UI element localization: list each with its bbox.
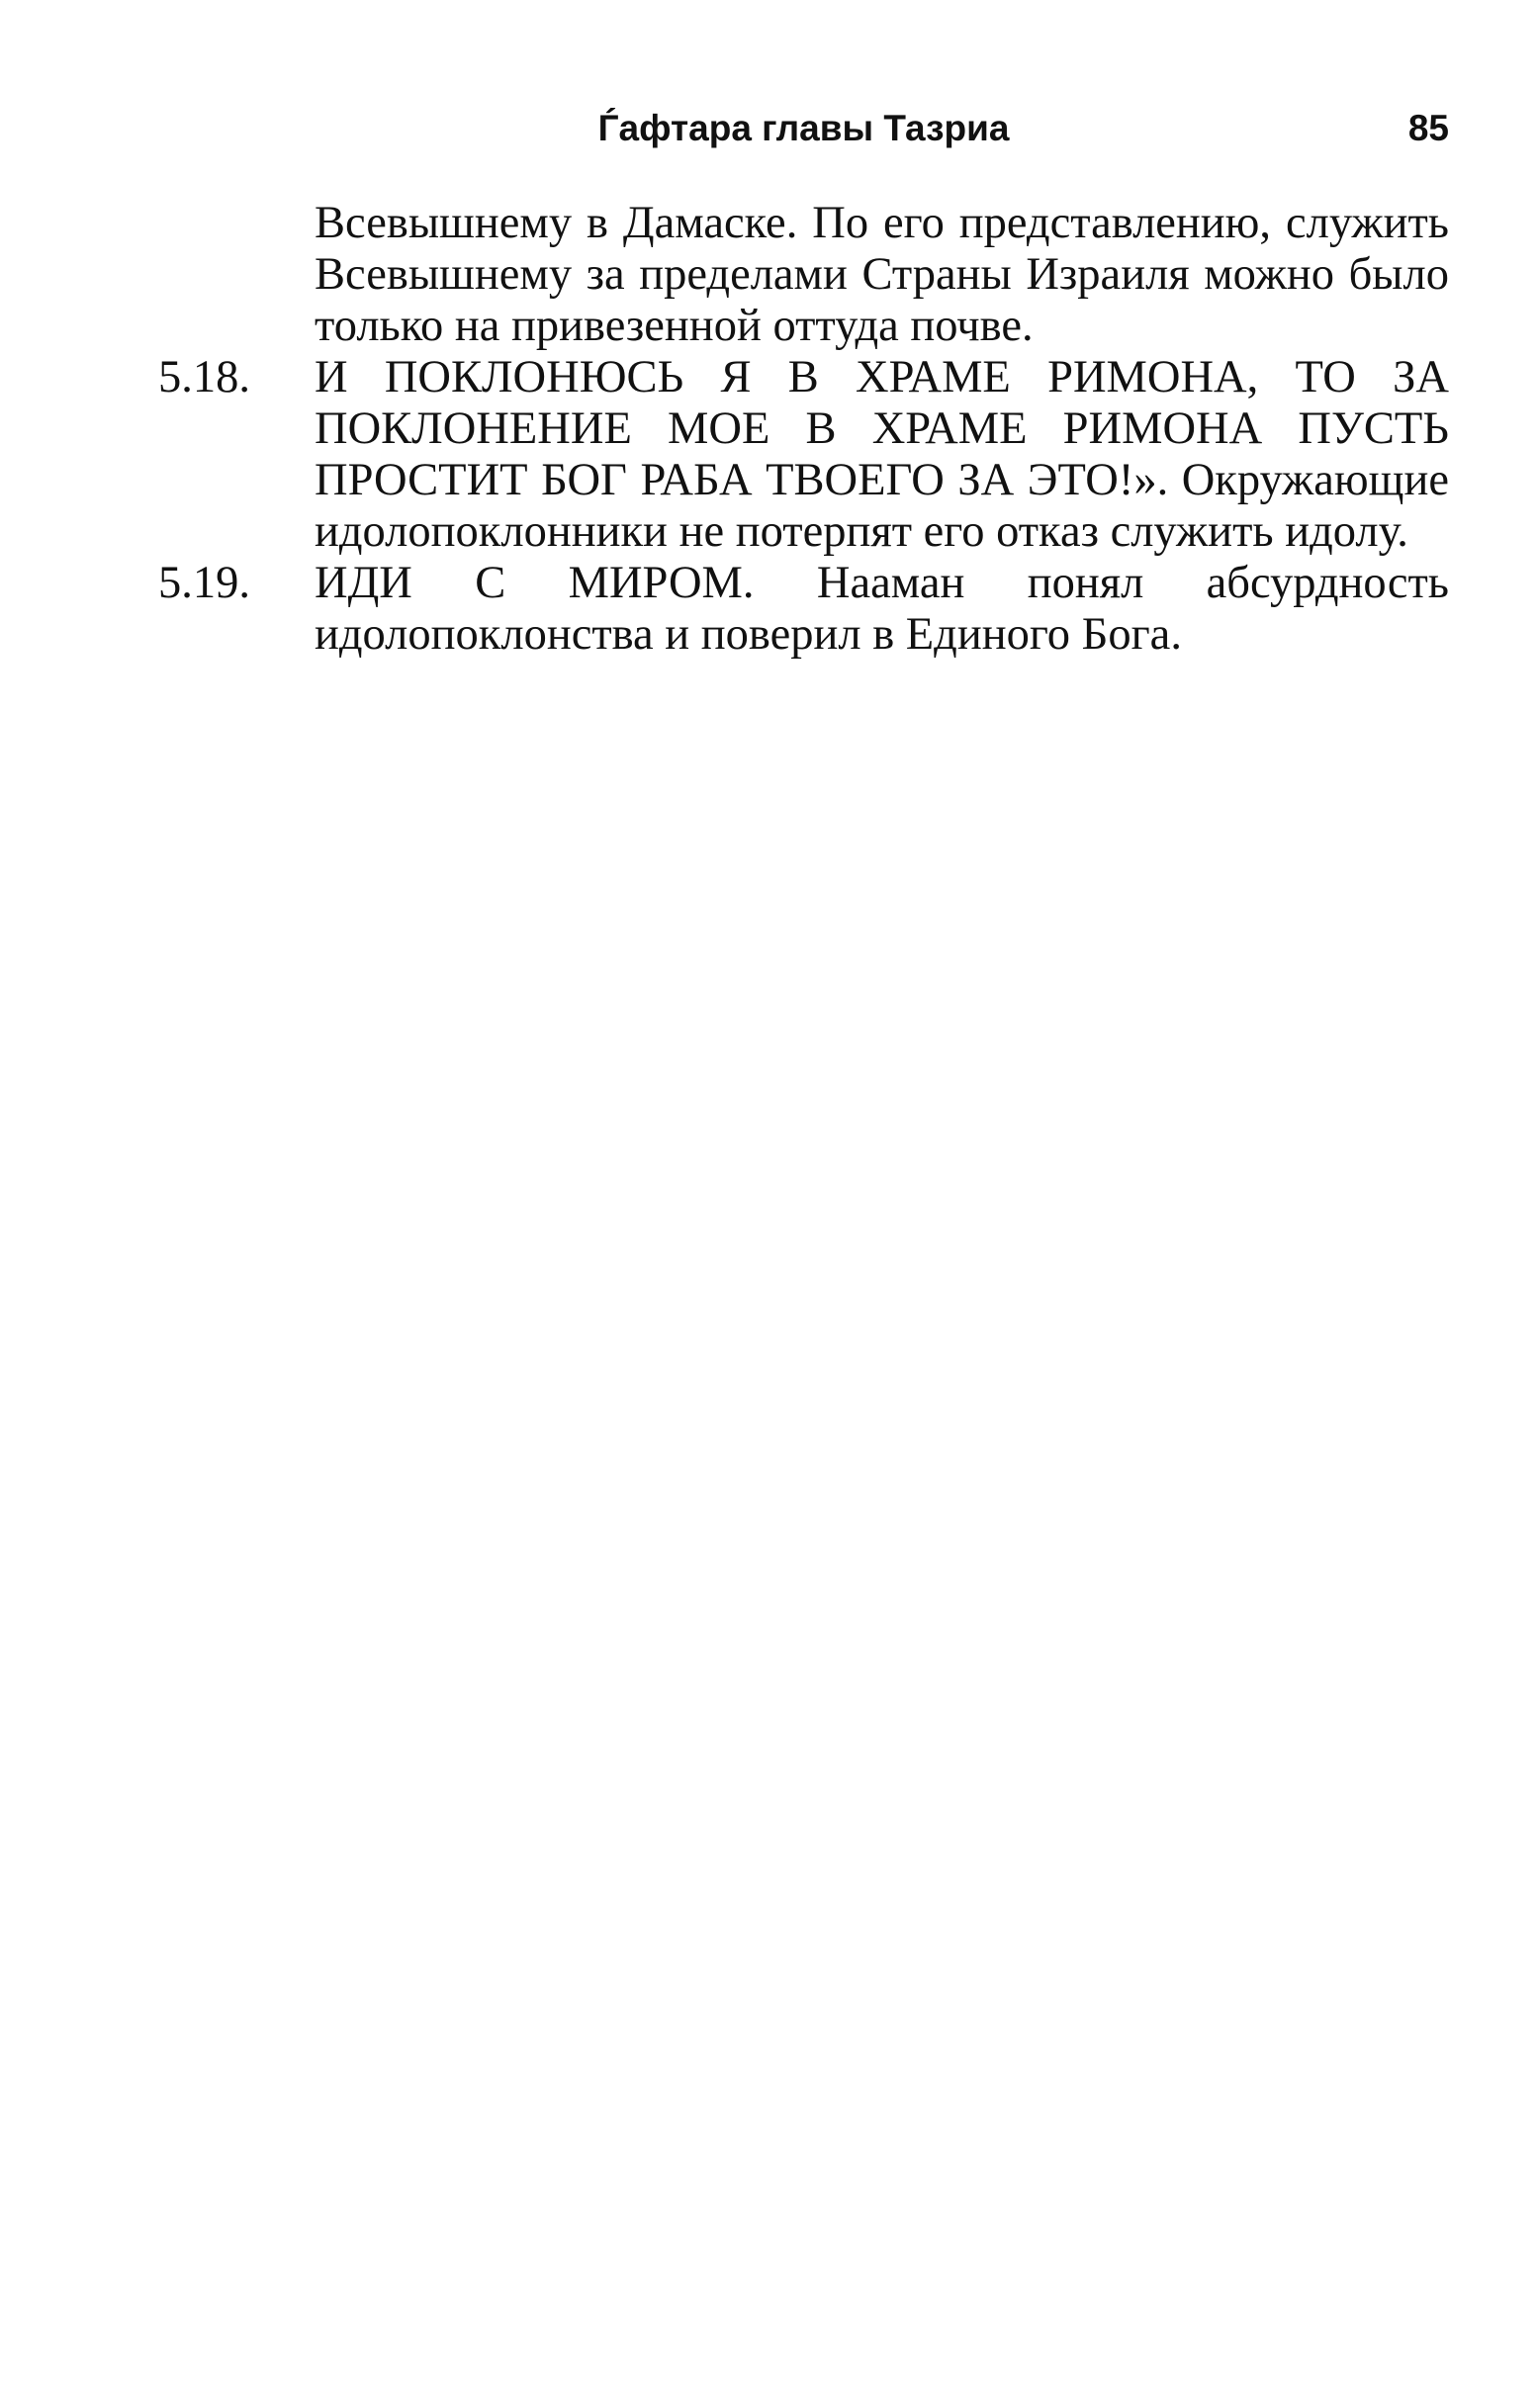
commentary-text: ИДИ С МИРОМ. Нааман понял абсурдность идолопоклонства и поверил в Единого Бога. — [315, 558, 1449, 660]
verse-number: 5.18. — [158, 352, 250, 402]
verse-number: 5.19. — [158, 558, 250, 608]
commentary-paragraph — [158, 558, 1449, 661]
body-text — [158, 198, 1449, 661]
commentary-text: И ПОКЛОНЮСЬ Я В ХРАМЕ РИМОНА, ТО ЗА ПОКЛОНЕНИЕ МОЕ В ХРАМЕ РИМОНА ПУСТЬ ПРОСТИТ БОГ РАБА ТВОЕГО ЗА ЭТО!». Окружающие идолопоклонники не потерпят его отказ служить идолу. — [315, 352, 1449, 557]
page-number: 85 — [1407, 108, 1449, 148]
commentary-paragraph — [158, 352, 1449, 558]
running-title: Ѓафтара главы Тазриа — [597, 108, 1010, 148]
commentary-paragraph — [158, 198, 1449, 352]
running-header — [158, 99, 1449, 158]
commentary-text: Всевышнему в Дамаске. По его представлению, служить Всевышнему за пределами Страны Израиля можно было только на привезенной оттуда почве. — [315, 198, 1449, 351]
